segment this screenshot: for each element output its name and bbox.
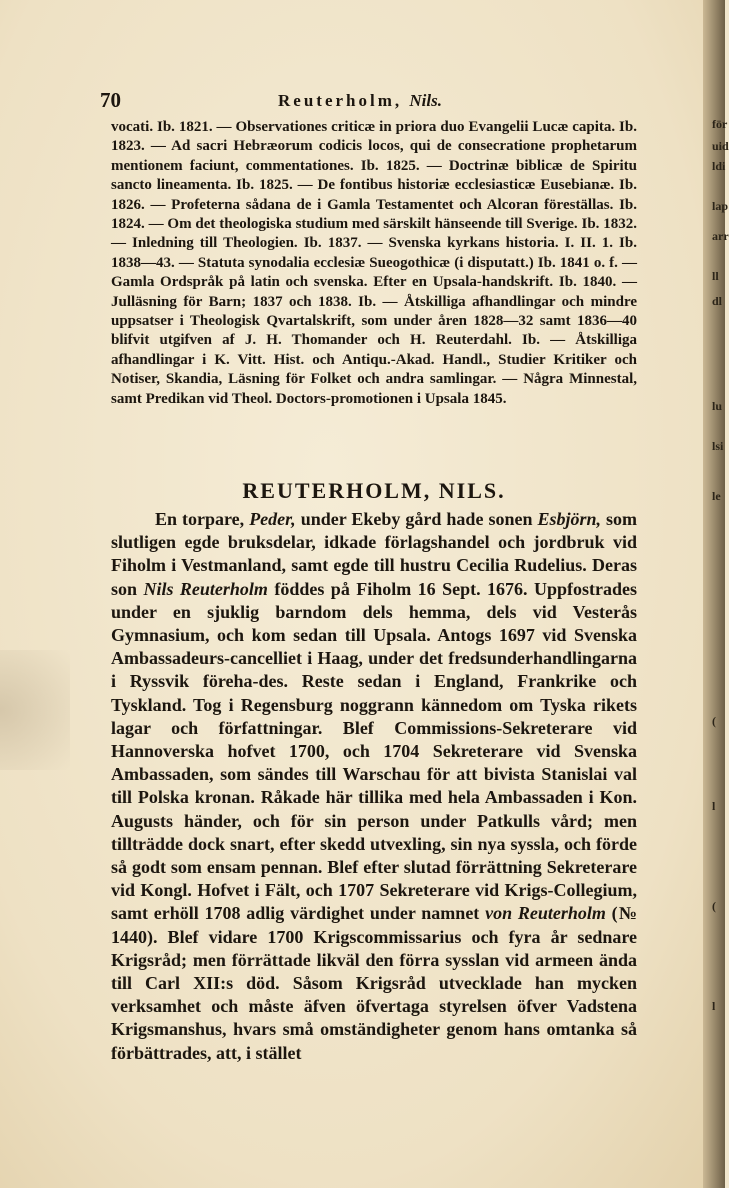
running-title [100, 91, 620, 111]
bleed-through-text: uid [712, 139, 729, 153]
section-heading: REUTERHOLM, NILS. [242, 478, 506, 503]
bleed-through-text: ( [712, 899, 716, 913]
bleed-through-text: för [712, 117, 728, 131]
bio-name-nils: Nils Reuterholm [143, 578, 268, 599]
running-title-name: Reuterholm, [278, 91, 403, 110]
bio-text-1: En torpare, [155, 509, 245, 529]
bleed-through-text: lu [712, 399, 723, 413]
bio-text-3: som slutligen egde bruksdelar, idkade förlagshandel och jordbruk vid Fiholm i Vestmanland, samt egde till hustru Cecilia Rudelius. Deras son [111, 509, 638, 599]
bleed-through-text: l [712, 799, 716, 813]
bio-name-peder: Peder, [249, 509, 296, 529]
page-number: 70 [100, 88, 121, 112]
bleed-through-text: lsi [712, 439, 724, 453]
bibliography-paragraph: vocati. Ib. 1821. — Observationes criticæ in priora duo Evangelii Lucæ capita. Ib. 1823. — Ad sacri Hebræorum codicis locos, qui de consecratione prophetarum mentionem faciunt, commentationes. Ib. 1825. — Doctrinæ biblicæ de Spiritu sancto lineamenta. Ib. 1825. — De fontibus historiæ ecclesiasticæ Eusebianæ. Ib. 1826. — Profeterna sådana de i Gamla Testamentet och Alcoran föreställas. Ib. 1824. — Om det theologiska studium med särskilt hänseende till Sverige. Ib. 1832. — Inledning till Theologien. Ib. 1837. — Svenska kyrkans historia. I. II. 1. Ib. 1838—43. — Statuta synodalia ecclesiæ Sueogothicæ (i disputatt.) Ib. 1841 o. f. — Gamla Ordspråk på latin och svenska. Efter en Upsala-handskrift. Ib. 1840. — Julläsning för Barn; 1837 och 1838. Ib. — Åtskilliga afhandlingar och mindre uppsatser i Theologisk Qvartalskrift, som under åren 1828—32 samt 1836—40 blifvit utgifven af J. H. Thomander och H. Reuterdahl. Ib. — Åtskilliga afhandlingar i K. Vitt. Hist. och Antiqu.-Akad. Handl., Studier Kritiker och Notiser, Skandia, Läsning för Folket och andra samlingar. — Några Minnestal, samt Predikan vid Theol. Doctors-promotionen i Upsala 1845. [111, 119, 637, 407]
biography-block [111, 508, 637, 1065]
page-stain [0, 650, 70, 770]
running-head [100, 86, 620, 116]
bio-text-2: under Ekeby gård hade sonen [300, 509, 533, 529]
running-title-italic: Nils. [409, 91, 442, 110]
bio-text-4: föddes på Fiholm 16 Sept. 1676. Uppfostrades under en sjuklig barndom dels hemma, dels vid Vesterås Gymnasium, och kom sedan till Upsala. Antogs 1697 vid Svenska Ambassadeurs-cancelliet i Haag, under det fredsunderhandlingarna i Ryssvik föreha-des. Reste sedan i England, Frankrike och Tyskland. Tog i Regensburg noggrann kännedom om Tyska rikets lagar och författningar. Blef Commissions-Sekreterare vid Hannoverska hofvet 1700, och 1704 Sekreterare vid Svenska Ambassaden, som sändes till Warschau för att bivista Stanislai val till Polska kronan. Råkade här tillika med hela Ambassaden i Kon. Augusts händer, och för sin person under Patkulls vård; men tillträdde dock snart, efter skedd utvexling, sin nya syssla, och förde så godt som ensam pennan. Blef efter slutad förrättning Sekreterare vid Kongl. Hofvet i Fält, och 1707 Sekreterare vid Krigs-Collegium, samt erhöll 1708 adlig värdighet under namnet [111, 578, 637, 924]
bleed-through-text: lap [712, 199, 729, 213]
bleed-through-text: dl [712, 294, 723, 308]
bleed-through-text: arr [712, 229, 729, 243]
biography-paragraph [111, 508, 637, 1065]
bleed-through-text: le [712, 489, 721, 503]
bio-text-5: (№ 1440). Blef vidare 1700 Krigscommissarius och fyra år sednare Krigsråd; men förrättade likväl den förra sysslan vid armeen ända till Carl XII:s död. Såsom Krigsråd utvecklade han mycken verksamhet och måste äfven öfvertaga styrelsen öfver Vadstena Krigsmanshus, hvars små omständigheter genom hans omtanka så förbättrades, att, i stället [111, 903, 638, 1063]
bleed-through-text: ( [712, 714, 716, 728]
bleed-through-text: ldi [712, 159, 726, 173]
bibliography-block [111, 118, 637, 409]
bio-name-esbjorn: Esbjörn, [537, 509, 602, 529]
bio-name-von-reuterholm: von Reuterholm [485, 903, 606, 924]
bleed-through-text: ll [712, 269, 719, 283]
bleed-through-text: l [712, 999, 716, 1013]
